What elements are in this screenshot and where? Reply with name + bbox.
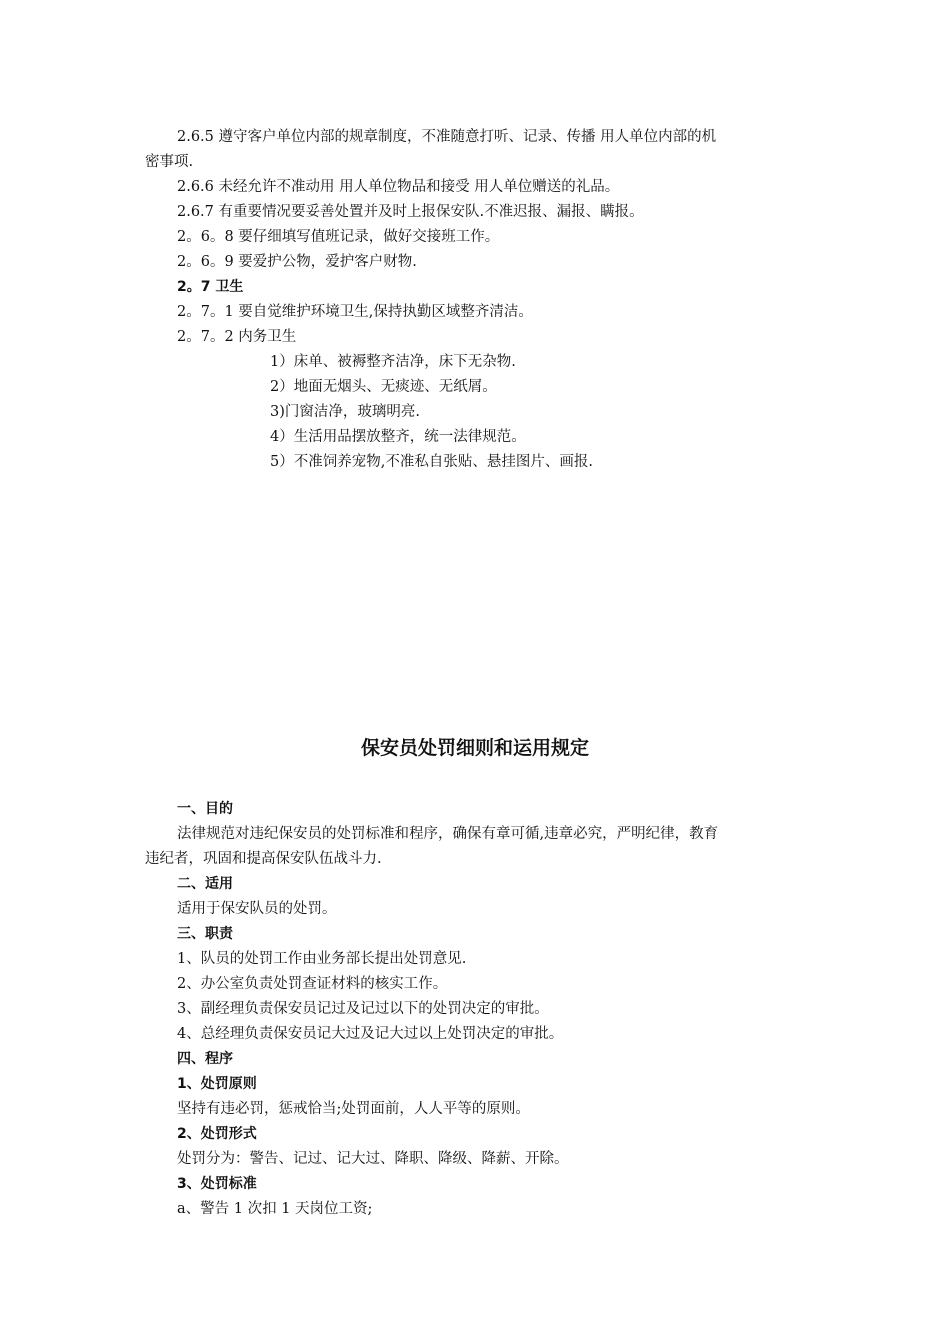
clause-2-6-8: 2。6。8 要仔细填写值班记录，做好交接班工作。 <box>177 229 500 245</box>
purpose-text-continued: 违纪者，巩固和提高保安队伍战斗力. <box>145 851 382 867</box>
clause-2-7-2: 2。7。2 内务卫生 <box>177 329 297 345</box>
penalty-standard-a: a、警告 1 次扣 1 天岗位工资; <box>177 1201 373 1217</box>
responsibility-2: 2、办公室负责处罚查证材料的核实工作。 <box>177 976 448 992</box>
document-title: 保安员处罚细则和运用规定 <box>360 737 589 759</box>
subheading-penalty-principle: 1、处罚原则 <box>177 1076 257 1092</box>
subheading-penalty-forms: 2、处罚形式 <box>177 1126 257 1142</box>
heading-scope: 二、适用 <box>177 876 233 892</box>
clause-2-6-6: 2.6.6 未经允许不准动用 用人单位物品和接受 用人单位赠送的礼品。 <box>177 179 620 195</box>
section-heading-2-7: 2。7 卫生 <box>177 279 244 295</box>
hygiene-item-1: 1）床单、被褥整齐洁净，床下无杂物. <box>270 354 516 370</box>
penalty-forms-text: 处罚分为：警告、记过、记大过、降职、降级、降薪、开除。 <box>177 1151 569 1167</box>
purpose-text: 法律规范对违纪保安员的处罚标准和程序，确保有章可循,违章必究，严明纪律，教育 <box>177 826 719 842</box>
hygiene-item-4: 4）生活用品摆放整齐，统一法律规范。 <box>270 429 526 445</box>
clause-2-7-1: 2。7。1 要自觉维护环境卫生,保持执勤区域整齐清洁。 <box>177 304 533 320</box>
scope-text: 适用于保安队员的处罚。 <box>177 901 337 917</box>
hygiene-item-2: 2）地面无烟头、无痰迹、无纸屑。 <box>270 379 497 395</box>
hygiene-item-5: 5）不准饲养宠物,不准私自张贴、悬挂图片、画报. <box>270 454 593 470</box>
heading-procedure: 四、程序 <box>177 1051 233 1067</box>
hygiene-item-3: 3)门窗洁净，玻璃明亮. <box>270 404 420 420</box>
subheading-penalty-standards: 3、处罚标准 <box>177 1176 257 1192</box>
clause-2-6-5: 2.6.5 遵守客户单位内部的规章制度，不准随意打听、记录、传播 用人单位内部的机 <box>177 129 717 145</box>
clause-2-6-7: 2.6.7 有重要情况要妥善处置并及时上报保安队.不准迟报、漏报、瞒报。 <box>177 204 644 220</box>
responsibility-3: 3、副经理负责保安员记过及记过以下的处罚决定的审批。 <box>177 1001 549 1017</box>
responsibility-1: 1、队员的处罚工作由业务部长提出处罚意见. <box>177 951 467 967</box>
clause-2-6-5-continued: 密事项. <box>145 154 194 170</box>
clause-2-6-9: 2。6。9 要爱护公物，爱护客户财物. <box>177 254 417 270</box>
heading-purpose: 一、目的 <box>177 801 233 817</box>
penalty-principle-text: 坚持有违必罚，惩戒恰当;处罚面前，人人平等的原则。 <box>177 1101 530 1117</box>
heading-responsibilities: 三、职责 <box>177 926 233 942</box>
responsibility-4: 4、总经理负责保安员记大过及记大过以上处罚决定的审批。 <box>177 1026 564 1042</box>
